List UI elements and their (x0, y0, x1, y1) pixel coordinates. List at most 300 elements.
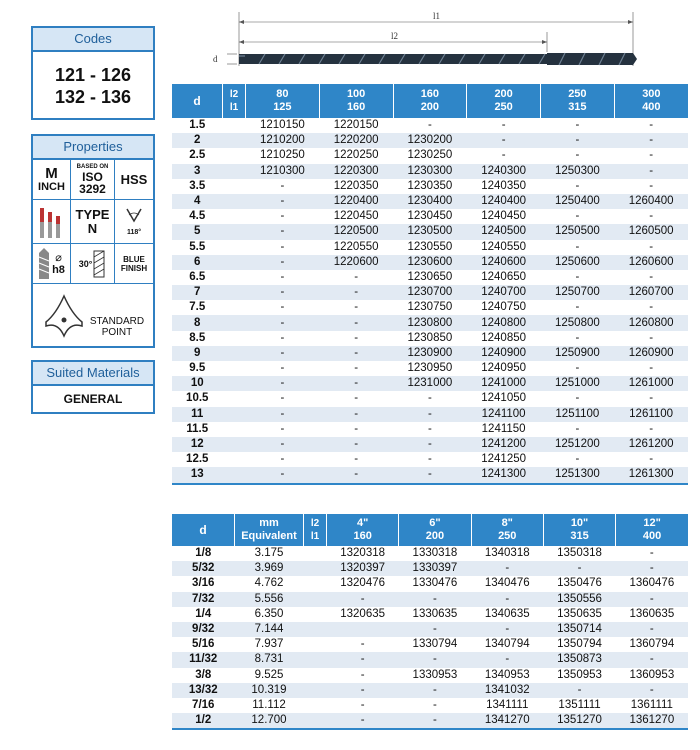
diameter-cell: 7.5 (189, 301, 206, 314)
article-code-cell: 1340953 (484, 668, 530, 681)
article-code-cell: 1341032 (471, 683, 543, 698)
label-spacer-cell (304, 592, 327, 607)
article-code-cell: - (649, 547, 654, 560)
article-code-cell: 1341270 (471, 713, 543, 729)
article-code-cell: - (649, 453, 654, 466)
article-code-cell: - (649, 270, 654, 283)
article-code-cell: - (433, 698, 437, 711)
article-code-cell: 1320635 (340, 607, 386, 620)
article-code-cell: 1241300 (467, 467, 541, 483)
diameter-cell: 8 (172, 315, 223, 330)
article-code-cell: - (246, 194, 320, 209)
standard-point-cell (33, 284, 153, 348)
article-code-cell: - (327, 652, 399, 667)
article-code-cell: 1260900 (614, 346, 688, 361)
diameter-cell: 11.5 (186, 422, 209, 435)
article-code-cell: - (649, 392, 654, 405)
article-code-cell: 1220600 (319, 255, 393, 270)
article-code-cell: - (280, 210, 285, 223)
mm-equivalent-cell: 3.175 (254, 547, 284, 560)
inch-table-row (172, 561, 688, 576)
metric-col-l2: 300 (642, 88, 661, 100)
article-code-cell: 1240700 (467, 285, 541, 300)
label-spacer-cell (223, 376, 246, 391)
standard-point-line-2: POINT (101, 327, 133, 338)
article-code-cell: - (616, 683, 688, 698)
metric-col-header (614, 84, 688, 118)
metric-col-l1: 200 (420, 101, 440, 113)
article-code-cell: 1260600 (614, 255, 688, 270)
article-code-cell: - (280, 422, 285, 435)
diameter-cell: 10 (172, 376, 223, 391)
article-code-cell: 1320476 (340, 577, 386, 590)
article-code-cell: - (393, 437, 467, 452)
article-code-cell: 1241050 (481, 392, 527, 405)
metric-col-header (467, 84, 541, 118)
diameter-cell: 8.5 (189, 331, 206, 344)
article-code-cell: - (471, 592, 543, 607)
article-code-cell: 1350794 (557, 638, 602, 651)
label-spacer-cell (223, 255, 246, 270)
metric-col-header (246, 84, 320, 118)
inch-table-row (172, 652, 688, 667)
metric-table-row (172, 361, 688, 376)
article-code-cell: - (649, 119, 654, 132)
unit-cell (33, 160, 71, 200)
article-code-cell: - (246, 407, 320, 422)
article-code-cell: - (354, 331, 359, 344)
article-code-cell: - (575, 119, 580, 132)
metric-col-l2: 250 (568, 88, 587, 100)
type-cell (71, 200, 115, 244)
article-code-cell: - (575, 422, 580, 435)
metric-l1-label: l1 (229, 102, 239, 113)
inch-table-body (172, 546, 688, 729)
article-code-cell: 1350476 (557, 577, 602, 590)
diameter-cell: 6.5 (189, 270, 206, 283)
inch-equivalent-label: Equivalent (241, 530, 297, 542)
label-spacer-cell (223, 437, 246, 452)
article-code-cell: - (575, 453, 580, 466)
article-code-cell: - (616, 592, 688, 607)
article-code-cell: - (543, 561, 615, 576)
article-code-cell: - (649, 179, 654, 192)
article-code-cell: 1261200 (614, 437, 688, 452)
article-code-cell: 1260400 (614, 194, 688, 209)
article-code-cell: 1241250 (481, 453, 527, 466)
inch-table-row (172, 592, 688, 607)
article-code-cell: - (399, 622, 471, 637)
diameter-cell: 11 (172, 407, 223, 422)
label-spacer-cell (223, 179, 246, 194)
diameter-cell: 3.5 (189, 179, 206, 192)
article-code-cell: 1241000 (467, 376, 541, 391)
article-code-cell: 1241200 (467, 437, 541, 452)
mm-equivalent-cell: 5.556 (235, 592, 304, 607)
mm-equivalent-cell: 10.319 (235, 683, 304, 698)
helix-angle-value: 30° (78, 258, 93, 269)
article-code-cell: - (354, 301, 359, 314)
article-code-cell: - (319, 315, 393, 330)
article-code-cell: 1260500 (614, 224, 688, 239)
label-spacer-cell (304, 652, 327, 667)
article-code-cell: - (427, 119, 432, 132)
article-code-cell: 1220500 (319, 224, 393, 239)
article-code-cell: 1251300 (541, 467, 615, 483)
metric-size-table (172, 84, 688, 485)
article-code-cell: 1230350 (407, 179, 453, 192)
inch-col-l2: 12" (643, 517, 661, 529)
metric-length-labels (223, 84, 246, 118)
inch-mm-header (235, 514, 304, 546)
label-spacer-cell (223, 285, 246, 300)
label-spacer-cell (304, 637, 327, 652)
article-code-cell: - (575, 331, 580, 344)
metric-table-row (172, 179, 688, 194)
suited-materials-panel (31, 360, 155, 414)
diameter-cell: 1/8 (195, 547, 212, 560)
article-code-cell: 1360794 (629, 638, 675, 651)
article-code-cell: 1220150 (333, 119, 379, 132)
iso-number: 3292 (79, 182, 106, 196)
article-code-cell: 1240350 (481, 179, 527, 192)
label-spacer-cell (223, 361, 246, 376)
article-code-cell: 1261100 (614, 407, 688, 422)
article-code-cell: - (649, 331, 654, 344)
article-code-cell: 1230700 (393, 285, 467, 300)
mm-equivalent-cell: 3.969 (235, 561, 304, 576)
drill-bit-icon (38, 247, 50, 281)
metric-table-row (172, 346, 688, 361)
article-code-cell: - (246, 224, 320, 239)
mm-equivalent-cell: 7.144 (235, 622, 304, 637)
drill-dimension-drawing (205, 4, 645, 70)
metric-table-row (172, 376, 688, 391)
finish-line-1: BLUE (123, 254, 145, 264)
suited-materials-value: GENERAL (63, 392, 123, 406)
mm-equivalent-cell: 8.731 (235, 652, 304, 667)
metric-col-l2: 100 (346, 88, 366, 100)
article-code-cell: - (360, 638, 365, 651)
article-code-cell: - (649, 240, 654, 253)
article-code-cell: - (399, 713, 471, 729)
metric-col-l2: 200 (494, 88, 513, 100)
metric-table-row (172, 407, 688, 422)
article-code-cell: 1361111 (630, 698, 673, 711)
type-value: N (87, 220, 98, 236)
article-code-cell: 1240950 (481, 362, 527, 375)
label-spacer-cell (223, 224, 246, 239)
drill-set-cell (33, 200, 71, 244)
article-code-cell: - (471, 652, 543, 667)
article-code-cell: 1251000 (541, 376, 615, 391)
article-code-cell: - (467, 133, 541, 148)
inch-col-l1: 400 (642, 530, 662, 542)
label-spacer-cell (304, 668, 327, 683)
article-code-cell: 1320397 (327, 561, 399, 576)
metric-table-row (172, 194, 688, 209)
label-spacer-cell (304, 698, 327, 713)
article-code-cell: - (501, 149, 506, 162)
article-code-cell: 1240900 (467, 346, 541, 361)
article-code-cell: - (616, 622, 688, 637)
article-code-cell: 1220300 (319, 164, 393, 179)
metric-table-body (172, 118, 688, 484)
article-code-cell: 1340635 (484, 607, 530, 620)
article-code-cell: 1250500 (541, 224, 615, 239)
article-code-cell: 1210150 (259, 119, 305, 132)
article-code-cell: 1350953 (557, 668, 602, 681)
diameter-cell: 6 (172, 255, 223, 270)
article-code-cell: - (246, 285, 320, 300)
article-code-cell: - (471, 561, 543, 576)
inch-table-row (172, 713, 688, 729)
metric-col-header (393, 84, 467, 118)
article-code-cell: - (541, 133, 615, 148)
inch-table-row (172, 546, 688, 561)
metric-table-row (172, 467, 688, 483)
article-code-cell: - (575, 149, 580, 162)
article-code-cell: - (280, 453, 285, 466)
article-code-cell: 1240600 (467, 255, 541, 270)
article-code-cell: 1350318 (557, 547, 602, 560)
article-code-cell: 1261000 (614, 376, 688, 391)
finish-line-2: FINISH (120, 263, 148, 273)
article-code-cell: - (354, 392, 359, 405)
article-code-cell: 1240650 (481, 270, 527, 283)
inch-l1-label: l1 (310, 531, 320, 542)
finish-cell (115, 244, 153, 284)
metric-table-row (172, 118, 688, 133)
article-code-cell: 1260800 (614, 315, 688, 330)
article-code-cell: 1250900 (541, 346, 615, 361)
metric-header-row (172, 84, 688, 118)
inch-header-row (172, 514, 688, 546)
diameter-cell: 2 (172, 133, 223, 148)
article-code-cell: - (319, 437, 393, 452)
inch-table-row (172, 668, 688, 683)
metric-table-row (172, 255, 688, 270)
article-code-cell: 1230400 (393, 194, 467, 209)
article-code-cell: - (614, 133, 688, 148)
article-code-cell: - (427, 422, 432, 435)
inch-table-row (172, 576, 688, 591)
inch-length-labels (304, 514, 327, 546)
diameter-cell: 4 (172, 194, 223, 209)
article-code-cell: 1320318 (340, 547, 386, 560)
label-spacer-cell (223, 118, 246, 133)
article-code-cell: - (575, 301, 580, 314)
inch-table-row (172, 622, 688, 637)
article-code-cell: 1351270 (543, 713, 615, 729)
article-code-cell: 1240500 (467, 224, 541, 239)
diameter-cell: 9 (172, 346, 223, 361)
metric-table-row (172, 209, 688, 224)
article-code-cell: 1350714 (543, 622, 615, 637)
metric-table-row (172, 315, 688, 330)
metric-col-l1: 250 (494, 101, 513, 113)
drill-set-icon (37, 204, 67, 240)
article-code-cell: - (354, 270, 359, 283)
diameter-cell: 5.5 (189, 240, 206, 253)
mm-equivalent-cell: 4.762 (254, 577, 284, 590)
article-code-cell: 1251100 (541, 407, 615, 422)
article-code-cell: - (575, 270, 580, 283)
inch-col-l1: 160 (353, 530, 372, 542)
article-code-cell: - (246, 346, 320, 361)
metric-col-l2: 80 (276, 88, 289, 100)
article-code-cell: 1230200 (393, 133, 467, 148)
codes-title: Codes (33, 28, 153, 52)
article-code-cell: - (360, 668, 365, 681)
diameter-cell: 13 (172, 467, 223, 483)
label-spacer-cell (223, 422, 246, 437)
article-code-cell: 1260700 (614, 285, 688, 300)
point-angle-value: 118° (126, 229, 142, 236)
article-code-cell: 1330953 (412, 668, 458, 681)
properties-title: Properties (33, 136, 153, 160)
article-code-cell: 1220250 (333, 149, 379, 162)
article-code-cell: - (246, 315, 320, 330)
inch-table-row (172, 607, 688, 622)
article-code-cell: 1240550 (481, 240, 527, 253)
article-code-cell: 1261300 (614, 467, 688, 483)
metric-col-l2: 160 (420, 88, 440, 100)
diameter-cell: 1.5 (189, 119, 206, 132)
diameter-cell: 5/16 (192, 638, 215, 651)
diameter-cell: 2.5 (189, 149, 206, 162)
article-code-cell: - (354, 362, 359, 375)
article-code-cell: 1231000 (393, 376, 467, 391)
inch-col-header (543, 514, 615, 546)
article-code-cell: 1210300 (246, 164, 320, 179)
article-code-cell: - (427, 392, 432, 405)
article-code-cell: - (354, 453, 359, 466)
inch-col-header (471, 514, 543, 546)
article-code-cell: 1220550 (333, 240, 379, 253)
diameter-cell: 7 (172, 285, 223, 300)
article-code-cell: 1230750 (407, 301, 453, 314)
article-code-cell: - (649, 301, 654, 314)
diameter-cell: 1/2 (172, 713, 235, 729)
article-code-cell: 1230650 (407, 270, 453, 283)
iso-label: ISO (82, 170, 103, 184)
article-code-cell: 1330794 (412, 638, 458, 651)
metric-table-row (172, 240, 688, 255)
label-spacer-cell (304, 622, 327, 637)
label-spacer-cell (223, 300, 246, 315)
diameter-cell: 7/16 (192, 698, 215, 711)
metric-table-row (172, 285, 688, 300)
helix-icon (92, 249, 106, 279)
article-code-cell: 1340318 (484, 547, 530, 560)
properties-panel (31, 134, 155, 348)
article-code-cell: 1250300 (541, 164, 615, 179)
metric-table-row (172, 452, 688, 467)
article-code-cell: - (327, 592, 399, 607)
material-cell (115, 160, 153, 200)
inch-col-l1: 315 (570, 530, 589, 542)
inch-col-l1: 250 (498, 530, 517, 542)
type-label: TYPE (75, 206, 110, 222)
metric-table-row (172, 164, 688, 179)
article-code-cell (327, 622, 399, 637)
codes-panel (31, 26, 155, 120)
diameter-cell: 9.5 (189, 362, 206, 375)
inch-d-header: d (172, 514, 235, 546)
inch-col-l1: 200 (425, 530, 445, 542)
inch-table-row (172, 683, 688, 698)
article-code-cell: 1350873 (543, 652, 615, 667)
article-code-cell: 1220400 (319, 194, 393, 209)
d-label: d (213, 54, 218, 64)
article-code-cell: 1240450 (481, 210, 527, 223)
article-code-cell: - (543, 683, 615, 698)
metric-table-row (172, 422, 688, 437)
point-angle-icon (119, 207, 149, 229)
metric-table-row (172, 148, 688, 163)
article-code-cell: 1241150 (481, 422, 526, 435)
label-spacer-cell (304, 576, 327, 591)
article-code-cell: - (501, 119, 506, 132)
l2-label: l2 (391, 31, 399, 41)
metric-col-l1: 125 (273, 101, 292, 113)
inch-col-l2: 4" (356, 517, 369, 529)
article-code-cell: - (393, 407, 467, 422)
article-code-cell: 1330397 (399, 561, 471, 576)
article-code-cell: 1230550 (407, 240, 453, 253)
diameter-cell: 13/32 (172, 683, 235, 698)
label-spacer-cell (304, 561, 327, 576)
article-code-cell: - (399, 683, 471, 698)
codes-line-1: 121 - 126 (54, 65, 132, 85)
article-code-cell: - (280, 392, 285, 405)
article-code-cell: 1230300 (393, 164, 467, 179)
article-code-cell: 1240850 (481, 331, 527, 344)
article-code-cell: 1240800 (467, 315, 541, 330)
inch-col-l2: 6" (429, 517, 441, 529)
metric-table-row (172, 133, 688, 148)
article-code-cell: - (649, 422, 654, 435)
diameter-cell: 5 (172, 224, 223, 239)
metric-table-row (172, 391, 688, 406)
metric-col-l1: 315 (568, 101, 587, 113)
article-code-cell: - (319, 346, 393, 361)
article-code-cell: - (616, 561, 688, 576)
article-code-cell: - (246, 467, 320, 483)
article-code-cell: 1210200 (246, 133, 320, 148)
diameter-cell: 11/32 (172, 652, 235, 667)
iso-cell (71, 160, 115, 200)
article-code-cell: 1351111 (558, 698, 601, 711)
article-code-cell: 1341111 (486, 698, 529, 711)
article-code-cell: 1340476 (484, 577, 530, 590)
diameter-cell: 4.5 (189, 210, 206, 223)
diameter-cell: 3 (172, 164, 223, 179)
metric-table-row (172, 437, 688, 452)
label-spacer-cell (304, 607, 327, 622)
diameter-cell: 9/32 (172, 622, 235, 637)
article-code-cell: - (575, 210, 580, 223)
article-code-cell: 1350635 (557, 607, 602, 620)
label-spacer-cell (223, 331, 246, 346)
label-spacer-cell (223, 164, 246, 179)
article-code-cell: - (360, 698, 365, 711)
article-code-cell: 1230250 (407, 149, 453, 162)
standard-point-line-1: STANDARD (89, 316, 145, 327)
article-code-cell: 1340794 (484, 638, 530, 651)
article-code-cell: 1240750 (481, 301, 527, 314)
